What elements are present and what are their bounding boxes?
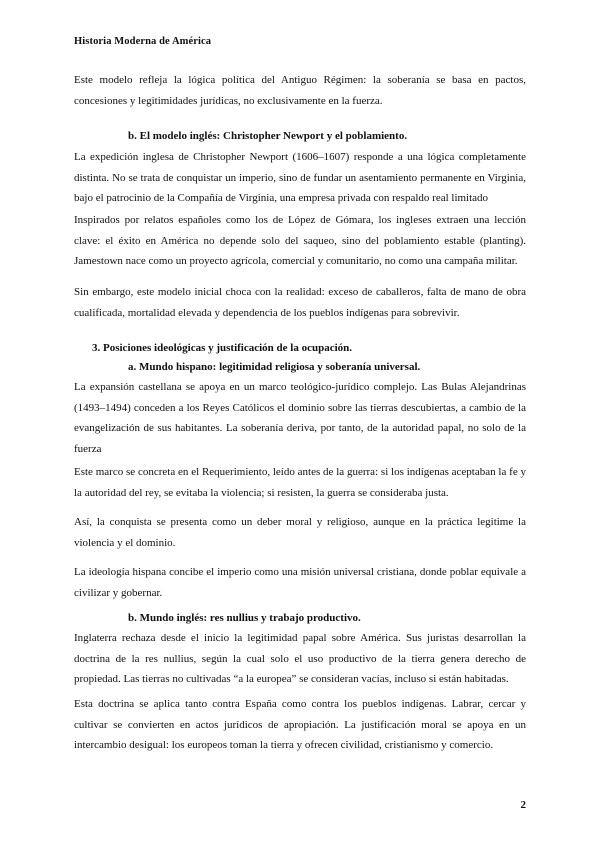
paragraph-gomara: Inspirados por relatos españoles como los de López de Gómara, los ingleses extraen una lección clave: el éxito en América no depende solo del saqueo, sino del poblamiento estable (planting). Jamestown nace como un proyecto agrícola, comercial y comunitario, no como una campaña militar. bbox=[74, 214, 526, 267]
paragraph-ideologia: La ideología hispana concibe el imperio como una misión universal cristiana, donde poblar equivale a civilizar y gobernar. bbox=[74, 566, 526, 599]
paragraph-realidad: Sin embargo, este modelo inicial choca con la realidad: exceso de caballeros, falta de mano de obra cualificada, mortalidad elevada y dependencia de los pueblos indígenas para sobrevivir. bbox=[74, 286, 526, 319]
heading-3-posiciones: 3. Posiciones ideológicas y justificación de la ocupación. bbox=[92, 342, 353, 354]
paragraph-newport: La expedición inglesa de Christopher Newport (1606–1607) responde a una lógica completamente distinta. No se trata de conquistar un imperio, sino de fundar un asentamiento permanente en Virginia, bajo el patrocinio de la Compañía de Virginia, una empresa privada con respaldo real limitado bbox=[74, 151, 526, 204]
heading-b-modelo-ingles: b. El modelo inglés: Christopher Newport y el poblamiento. bbox=[128, 130, 408, 142]
paragraph-bulas: La expansión castellana se apoya en un marco teológico-jurídico complejo. Las Bulas Alejandrinas (1493–1494) conceden a los Reyes Católicos el dominio sobre las tierras descubiertas, a cambio de la evangelización de sus habitantes. La soberanía deriva, por tanto, de la autoridad papal, no solo de la fuerza bbox=[74, 381, 526, 455]
heading-a-mundo-hispano: a. Mundo hispano: legitimidad religiosa y soberanía universal. bbox=[128, 361, 421, 373]
paragraph-inglaterra: Inglaterra rechaza desde el inicio la legitimidad papal sobre América. Sus juristas desarrollan la doctrina de la res nullius, según la cual solo el uso productivo de la tierra genera derecho de propiedad. Las tierras no cultivadas “a la europea” se consideran vacías, incluso si están habitadas. bbox=[74, 632, 526, 685]
heading-b-mundo-ingles: b. Mundo inglés: res nullius y trabajo productivo. bbox=[128, 612, 361, 624]
paragraph-intro: Este modelo refleja la lógica política del Antiguo Régimen: la soberanía se basa en pactos, concesiones y legitimidades jurídicas, no exclusivamente en la fuerza. bbox=[74, 74, 526, 107]
paragraph-conquista: Así, la conquista se presenta como un deber moral y religioso, aunque en la práctica legitime la violencia y el dominio. bbox=[74, 516, 526, 549]
paragraph-requerimiento: Este marco se concreta en el Requerimiento, leído antes de la guerra: si los indígenas aceptaban la fe y la autoridad del rey, se evitaba la violencia; si resisten, la guerra se consideraba justa. bbox=[74, 466, 526, 499]
paragraph-doctrina: Esta doctrina se aplica tanto contra España como contra los pueblos indígenas. Labrar, cercar y cultivar se convierten en actos jurídicos de apropiación. La justificación moral se apoya en un intercambio desigual: los europeos toman la tierra y ofrecen civilidad, cristianismo y comercio. bbox=[74, 698, 526, 751]
running-header: Historia Moderna de América bbox=[74, 36, 212, 47]
page-number: 2 bbox=[520, 799, 526, 811]
